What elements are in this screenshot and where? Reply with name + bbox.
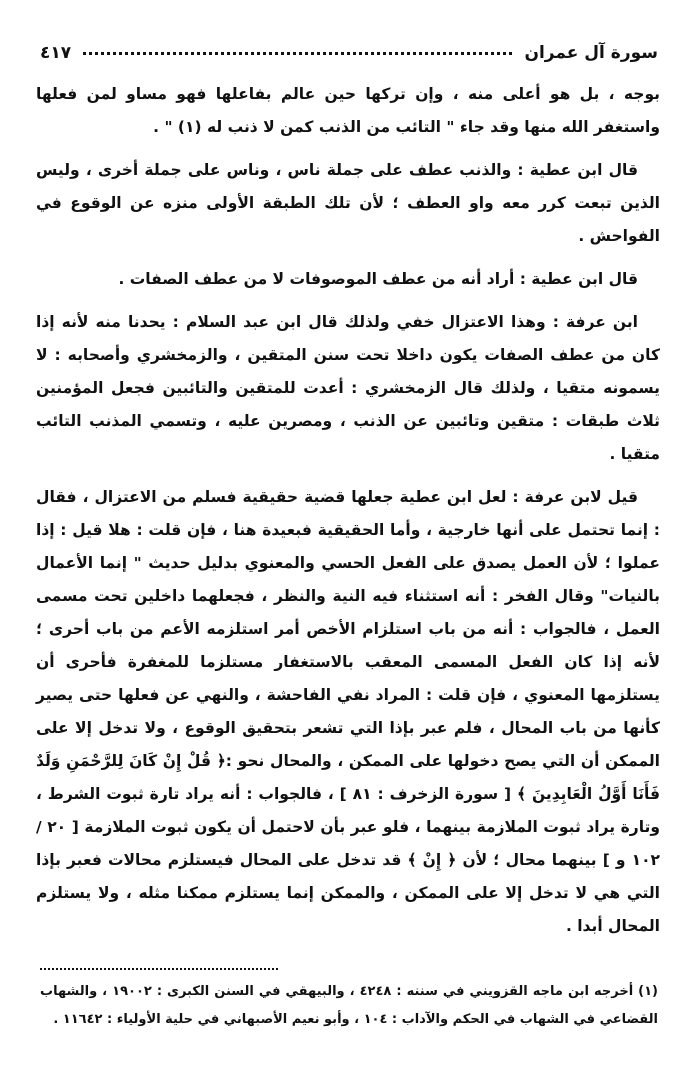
- running-header: [40, 38, 658, 68]
- paragraph-1: بوجه ، بل هو أعلى منه ، وإن تركها حين عالم بفاعلها فهو مساو لمن فعلها واستغفر الله منها وقد جاء " التائب من الذنب كمن لا ذنب له (١) " .: [36, 85, 660, 136]
- header-dotted-rule: [83, 52, 512, 55]
- paragraph-3: قال ابن عطية : أراد أنه من عطف الموصوفات لا من عطف الصفات .: [118, 270, 638, 288]
- paragraph-2: قال ابن عطية : والذنب عطف على جملة ناس ، وناس على جملة أخرى ، وليس الذين تبعت كرر معه واو العطف ؛ لأن تلك الطبقة الأولى منزه عن الوقوع في الفواحش .: [36, 161, 660, 245]
- page-number: ٤١٧: [40, 43, 72, 63]
- surah-title: سورة آل عمران: [524, 43, 658, 63]
- paragraph-4: ابن عرفة : وهذا الاعتزال خفي ولذلك قال ابن عبد السلام : يحدنا منه لأنه إذا كان من عطف الصفات يكون داخلا تحت سنن المتقين ، والزمخشري وأصحابه : لا يسمونه متقيا ، ولذلك قال الزمخشري : أعدت للمتقين والتائبين فجعل المؤمنين ثلاث طبقات : متقين وتائبين عن الذنب ، ومصرين عليه ، وتسمي المذنب التائب متقيا .: [36, 313, 660, 463]
- main-text: [36, 78, 660, 953]
- paragraph-5: قيل لابن عرفة : لعل ابن عطية جعلها قضية حقيقية فسلم من الاعتزال ، فقال : إنما تحتمل على أنها خارجية ، وأما الحقيقية فبعيدة هنا ، فإن قلت : هلا قيل : إذا عملوا ؛ لأن العمل يصدق على الفعل الحسي والمعنوي بدليل حديث " إنما الأعمال بالنيات" وقال الفخر : أنه استثناء فيه النية والنظر ، فجعلهما داخلين تحت مسمى العمل ، فالجواب : أنه من باب استلزام الأخص أمر استلزمه الأعم من باب أحرى ؛ لأنه إذا كان الفعل المسمى المعقب بالاستغفار مستلزما للمغفرة فأحرى أن يستلزمها المعنوي ، فإن قلت : المراد نفي الفاحشة ، والنهي عن فعلها حتى يصير كأنها من باب المحال ، فلم عبر بإذا التي تشعر بتحقيق الوقوع ، ولا تدخل إلا على الممكن أن التي يصح دخولها على الممكن ، والمحال نحو :﴿ قُلْ إِنْ كَانَ لِلرَّحْمَنِ وَلَدٌ فَأَنَا أَوَّلُ الْعَابِدِينَ ﴾ [ سورة الزخرف : ٨١ ] ، فالجواب : أنه يراد تارة ثبوت الشرط ، وتارة يراد ثبوت الملازمة بينهما ، فلو عبر بأن لاحتمل أن يكون ثبوت الملازمة [ ٢٠ / ١٠٢ و ] بينهما محال ؛ لأن ﴿ إِنْ ﴾ قد تدخل على المحال فيستلزم محالات فعبر بإذا التي هي لا تدخل إلا على الممكن ، والممكن إنما يستلزم ممكنا مثله ، ولا يستلزم المحال أبدا .: [36, 488, 660, 935]
- footnote-separator: [40, 968, 278, 970]
- footnote: (١) أخرجه ابن ماجه القزويني في سننه : ٤٢٤٨ ، والبيهقي في السنن الكبرى : ١٩٠٠٢ ، والشهاب القضاعي في الشهاب في الحكم والآداب : ١٠٤ ، وأبو نعيم الأصبهاني في حلية الأولياء : ١١٦٤٢ .: [40, 984, 658, 1027]
